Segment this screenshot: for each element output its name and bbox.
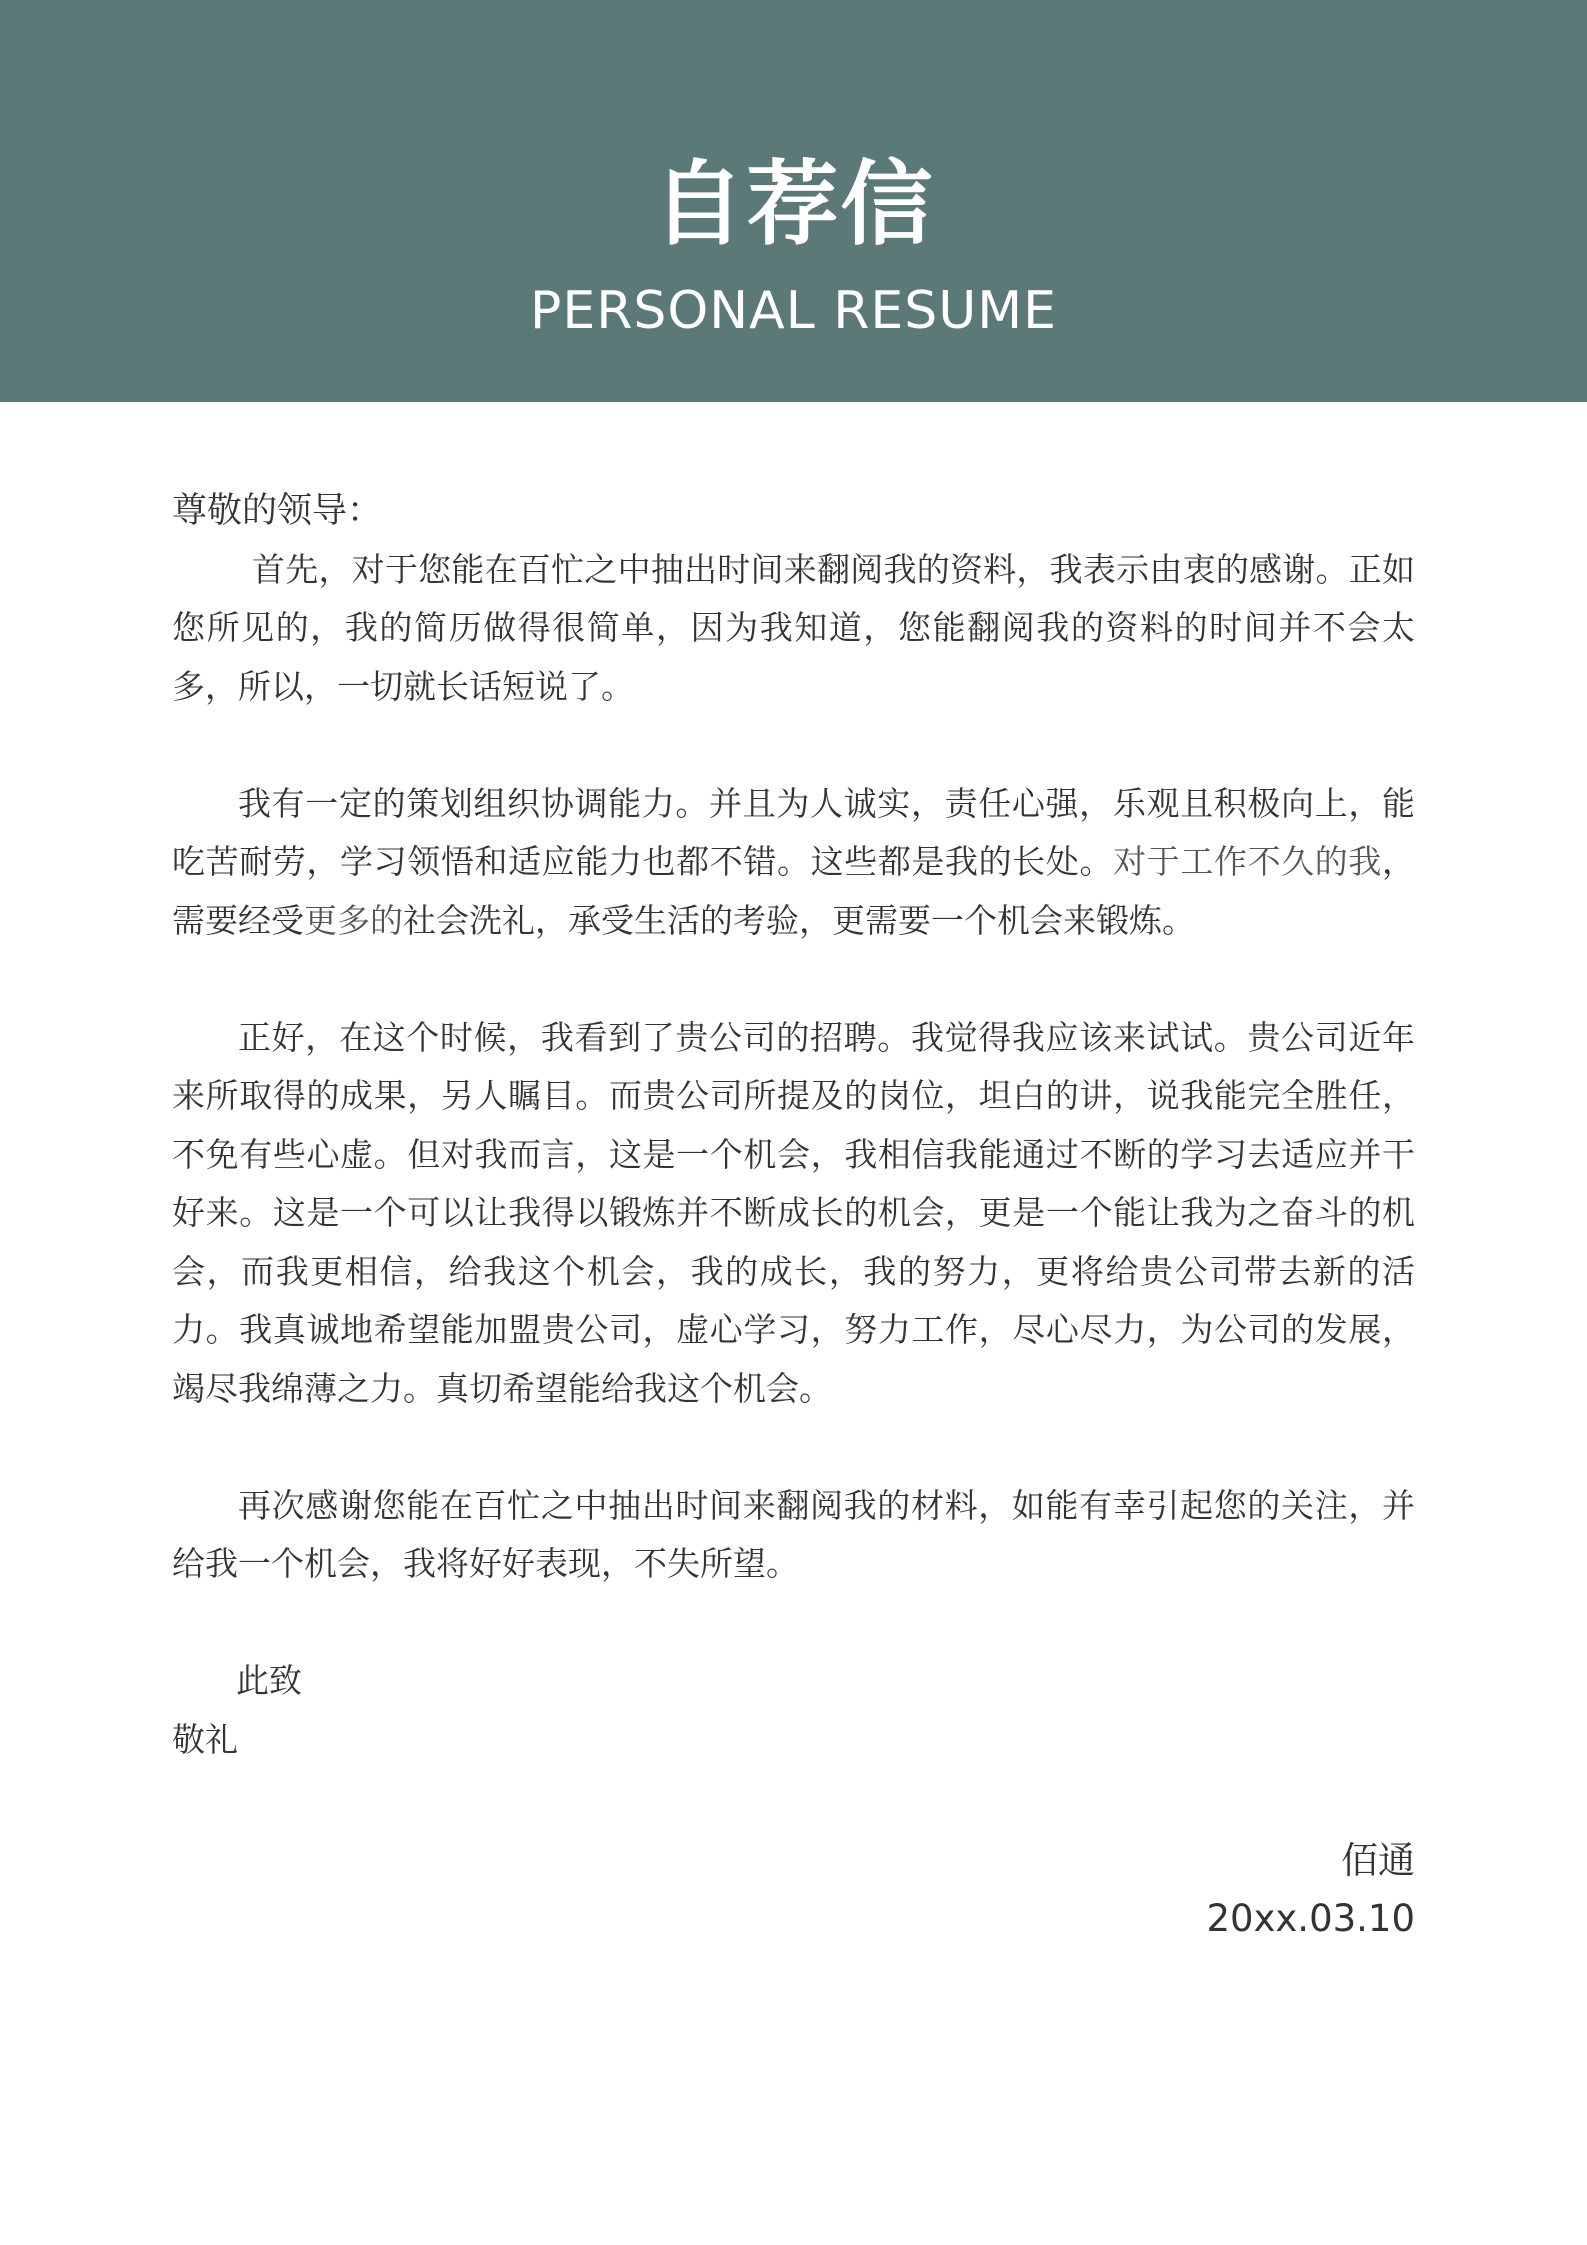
paragraph-spacer	[172, 950, 1415, 1009]
paragraph-thanks: 再次感谢您能在百忙之中抽出时间来翻阅我的材料，如能有幸引起您的关注，并给我一个机会，我将好好表现，不失所望。	[172, 1485, 1415, 1583]
paragraph-intro: 首先，对于您能在百忙之中抽出时间来翻阅我的资料，我表示由衷的感谢。正如您所见的，我的简历做得很简单，因为我知道，您能翻阅我的资料的时间并不会太多，所以，一切就长话短说了。	[172, 549, 1415, 706]
page-subtitle: PERSONAL RESUME	[529, 281, 1058, 341]
paragraph-abilities-text-4: 更多的	[304, 900, 403, 940]
paragraph-abilities-text-3: ，需要经受	[172, 842, 1416, 940]
paragraph-abilities-text-2: 对于工作不久的我	[1113, 842, 1383, 881]
signature-date: 20xx.03.10	[1206, 1897, 1415, 1940]
paragraph-spacer	[172, 716, 1415, 775]
salutation: 尊敬的领导：	[172, 491, 383, 531]
letter-body	[172, 482, 1415, 1769]
paragraph-spacer	[172, 1594, 1415, 1653]
paragraph-abilities-text-5: 社会洗礼，承受生活的考验，更需要一个机会来锻炼。	[403, 900, 1195, 940]
paragraph-motivation: 正好，在这个时候，我看到了贵公司的招聘。我觉得我应该来试试。贵公司近年来所取得的成果，另人瞩目。而贵公司所提及的岗位，坦白的讲，说我能完全胜任，不免有些心虚。但对我而言，这是一个机会，我相信我能通过不断的学习去适应并干好来。这是一个可以让我得以锻炼并不断成长的机会，更是一个能让我为之奋斗的机会，而我更相信，给我这个机会，我的成长，我的努力，更将给贵公司带去新的活力。我真诚地希望能加盟贵公司，虚心学习，努力工作，尽心尽力，为公司的发展，竭尽我绵薄之力。真切希望能给我这个机会。	[172, 1017, 1415, 1408]
paragraph-abilities	[172, 775, 1415, 951]
paragraph-spacer	[172, 1418, 1415, 1477]
closing-line-1: 此致	[236, 1661, 302, 1700]
signature-block	[1206, 1832, 1415, 1948]
header-banner	[0, 0, 1587, 402]
page-title: 自荐信	[652, 151, 935, 258]
closing-line-2: 敬礼	[172, 1719, 238, 1759]
paragraph-abilities-text-1: 我有一定的策划组织协调能力。并且为人诚实，责任心强，乐观且积极向上，能吃苦耐劳，学习领悟和适应能力也都不错。这些都是我的长处。	[172, 783, 1415, 881]
signature-name: 佰通	[1341, 1839, 1415, 1882]
